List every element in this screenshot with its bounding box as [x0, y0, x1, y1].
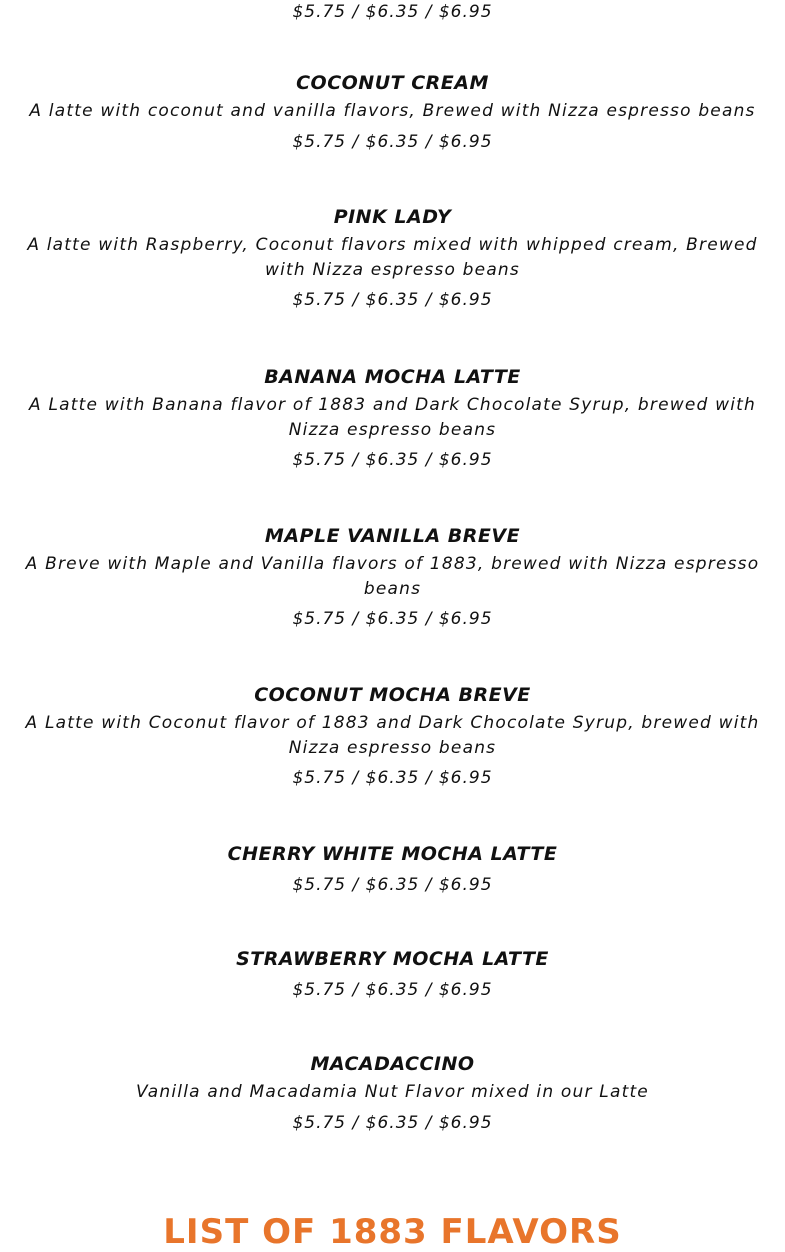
- menu-item-banana-mocha-latte: [0, 364, 785, 472]
- item-price: $5.75 / $6.35 / $6.95: [292, 131, 493, 152]
- item-name: CHERRY WHITE MOCHA LATTE: [227, 843, 558, 865]
- item-price: $5.75 / $6.35 / $6.95: [292, 980, 493, 1000]
- menu-item-macadaccino: [0, 1051, 785, 1135]
- menu-item-pink-lady: [0, 204, 785, 312]
- item-price: $5.75 / $6.35 / $6.95: [292, 609, 493, 629]
- menu-item-maple-vanilla-breve: [0, 523, 785, 631]
- item-description: A Breve with Maple and Vanilla flavors of 1883, brewed with Nizza espresso beans: [25, 554, 760, 599]
- item-name: MACADACCINO: [310, 1053, 475, 1075]
- item-price: $5.75 / $6.35 / $6.95: [292, 450, 493, 470]
- item-name: COCONUT CREAM: [296, 72, 489, 94]
- item-description: Vanilla and Macadamia Nut Flavor mixed in our Latte: [136, 1082, 649, 1102]
- item-name: PINK LADY: [333, 206, 452, 228]
- item-description: A Latte with Coconut flavor of 1883 and Dark Chocolate Syrup, brewed with Nizza espresso beans: [25, 713, 760, 758]
- item-name: MAPLE VANILLA BREVE: [264, 525, 521, 547]
- item-price: $5.75 / $6.35 / $6.95: [292, 290, 493, 310]
- item-price: $5.75 / $6.35 / $6.95: [292, 768, 493, 788]
- item-price: $5.75 / $6.35 / $6.95: [292, 875, 493, 895]
- menu-item-cherry-white-mocha-latte: [0, 841, 785, 897]
- previous-item-price: $5.75 / $6.35 / $6.95: [292, 2, 493, 22]
- menu-item-strawberry-mocha-latte: [0, 946, 785, 1002]
- item-description: A latte with Raspberry, Coconut flavors mixed with whipped cream, Brewed with Nizza espresso beans: [27, 235, 758, 280]
- flavors-section-heading: LIST OF 1883 FLAVORS: [163, 1212, 622, 1252]
- item-name: COCONUT MOCHA BREVE: [254, 684, 531, 706]
- item-price: $5.75 / $6.35 / $6.95: [292, 1112, 493, 1133]
- item-name: STRAWBERRY MOCHA LATTE: [236, 948, 549, 970]
- menu-item-coconut-mocha-breve: [0, 682, 785, 790]
- menu-item-coconut-cream: [0, 70, 785, 154]
- item-description: A latte with coconut and vanilla flavors, Brewed with Nizza espresso beans: [29, 101, 756, 121]
- item-name: BANANA MOCHA LATTE: [264, 366, 521, 388]
- item-description: A Latte with Banana flavor of 1883 and Dark Chocolate Syrup, brewed with Nizza espresso beans: [29, 395, 756, 440]
